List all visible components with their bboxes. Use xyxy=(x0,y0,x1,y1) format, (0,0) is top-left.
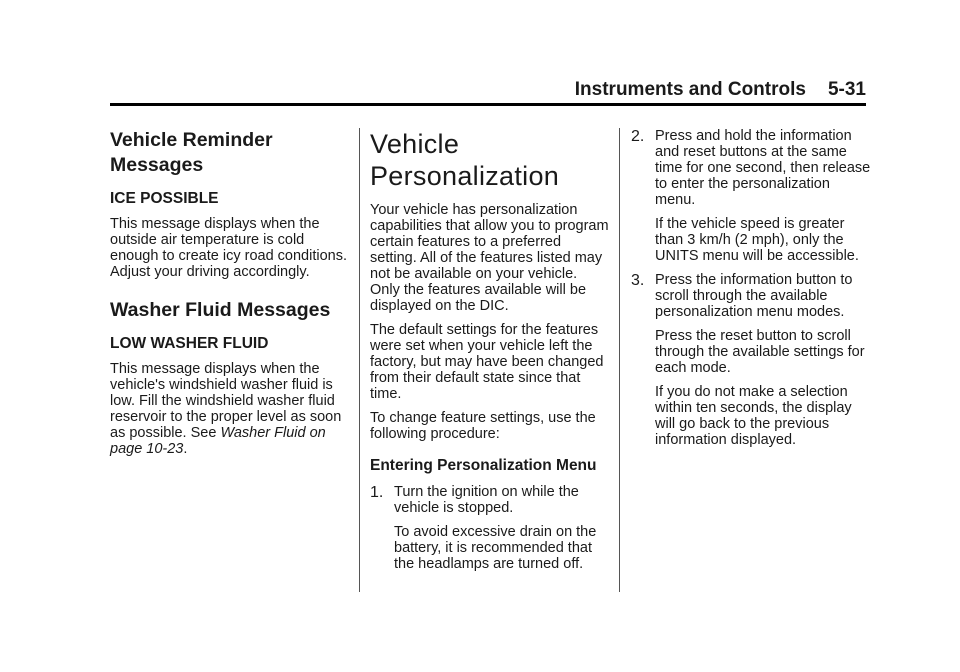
paragraph-default-settings: The default settings for the features were set when your vehicle left the factory, but may have been changed from their default state since that time. xyxy=(370,322,604,402)
step-3 xyxy=(631,272,871,448)
heading-vehicle-personalization: Vehicle Personalization xyxy=(370,129,560,191)
column-left xyxy=(110,128,354,465)
column-divider xyxy=(619,128,620,592)
page-number: 5-31 xyxy=(827,79,866,100)
column-middle xyxy=(370,128,610,580)
step-number: 2. xyxy=(631,128,645,145)
subheading-entering-personalization-menu: Entering Personalization Menu xyxy=(370,457,597,474)
paragraph-low-washer-fluid xyxy=(110,361,354,457)
heading-washer-fluid-messages: Washer Fluid Messages xyxy=(110,299,331,321)
paragraph-ice-possible: This message displays when the outside air temperature is cold enough to create icy road conditions. Adjust your driving accordingly. xyxy=(110,216,347,280)
step-note: To avoid excessive drain on the battery, it is recommended that the headlamps are turned off. xyxy=(394,524,597,572)
step-note: If you do not make a selection within ten seconds, the display will go back to the previous information displayed. xyxy=(655,384,852,448)
paragraph-text: This message displays when the vehicle's windshield washer fluid is low. Fill the windshield washer fluid reservoir to the proper level as soon as possible. See xyxy=(110,361,342,441)
header-rule xyxy=(110,103,866,106)
section-title: Instruments and Controls xyxy=(574,79,806,100)
column-right xyxy=(631,128,871,456)
step-text: Press and hold the information and reset buttons at the same time for one second, then release to enter the personalization menu. xyxy=(655,128,871,208)
cross-reference-link[interactable]: Washer Fluid on page 10-23 xyxy=(110,425,326,457)
paragraph-change-settings: To change feature settings, use the following procedure: xyxy=(370,410,596,442)
page-header xyxy=(110,79,866,103)
heading-vehicle-reminder-messages: Vehicle Reminder Messages xyxy=(110,129,273,176)
step-number: 1. xyxy=(370,484,384,501)
paragraph-personalization-intro: Your vehicle has personalization capabilities that allow you to program certain features to a preferred setting. All of the features listed may not be available on your vehicle. Only the features available will be displayed on the DIC. xyxy=(370,202,609,314)
step-text: Turn the ignition on while the vehicle is stopped. xyxy=(394,484,579,516)
column-divider xyxy=(359,128,360,592)
step-note: Press the reset button to scroll through the available settings for each mode. xyxy=(655,328,865,376)
step-number: 3. xyxy=(631,272,645,289)
step-note: If the vehicle speed is greater than 3 km/h (2 mph), only the UNITS menu will be accessible. xyxy=(655,216,859,264)
step-1 xyxy=(370,484,610,572)
subheading-ice-possible: ICE POSSIBLE xyxy=(110,190,219,207)
step-2 xyxy=(631,128,871,264)
step-text: Press the information button to scroll through the available personalization menu modes. xyxy=(655,272,853,320)
paragraph-end: . xyxy=(183,441,188,457)
subheading-low-washer-fluid: LOW WASHER FLUID xyxy=(110,335,269,352)
